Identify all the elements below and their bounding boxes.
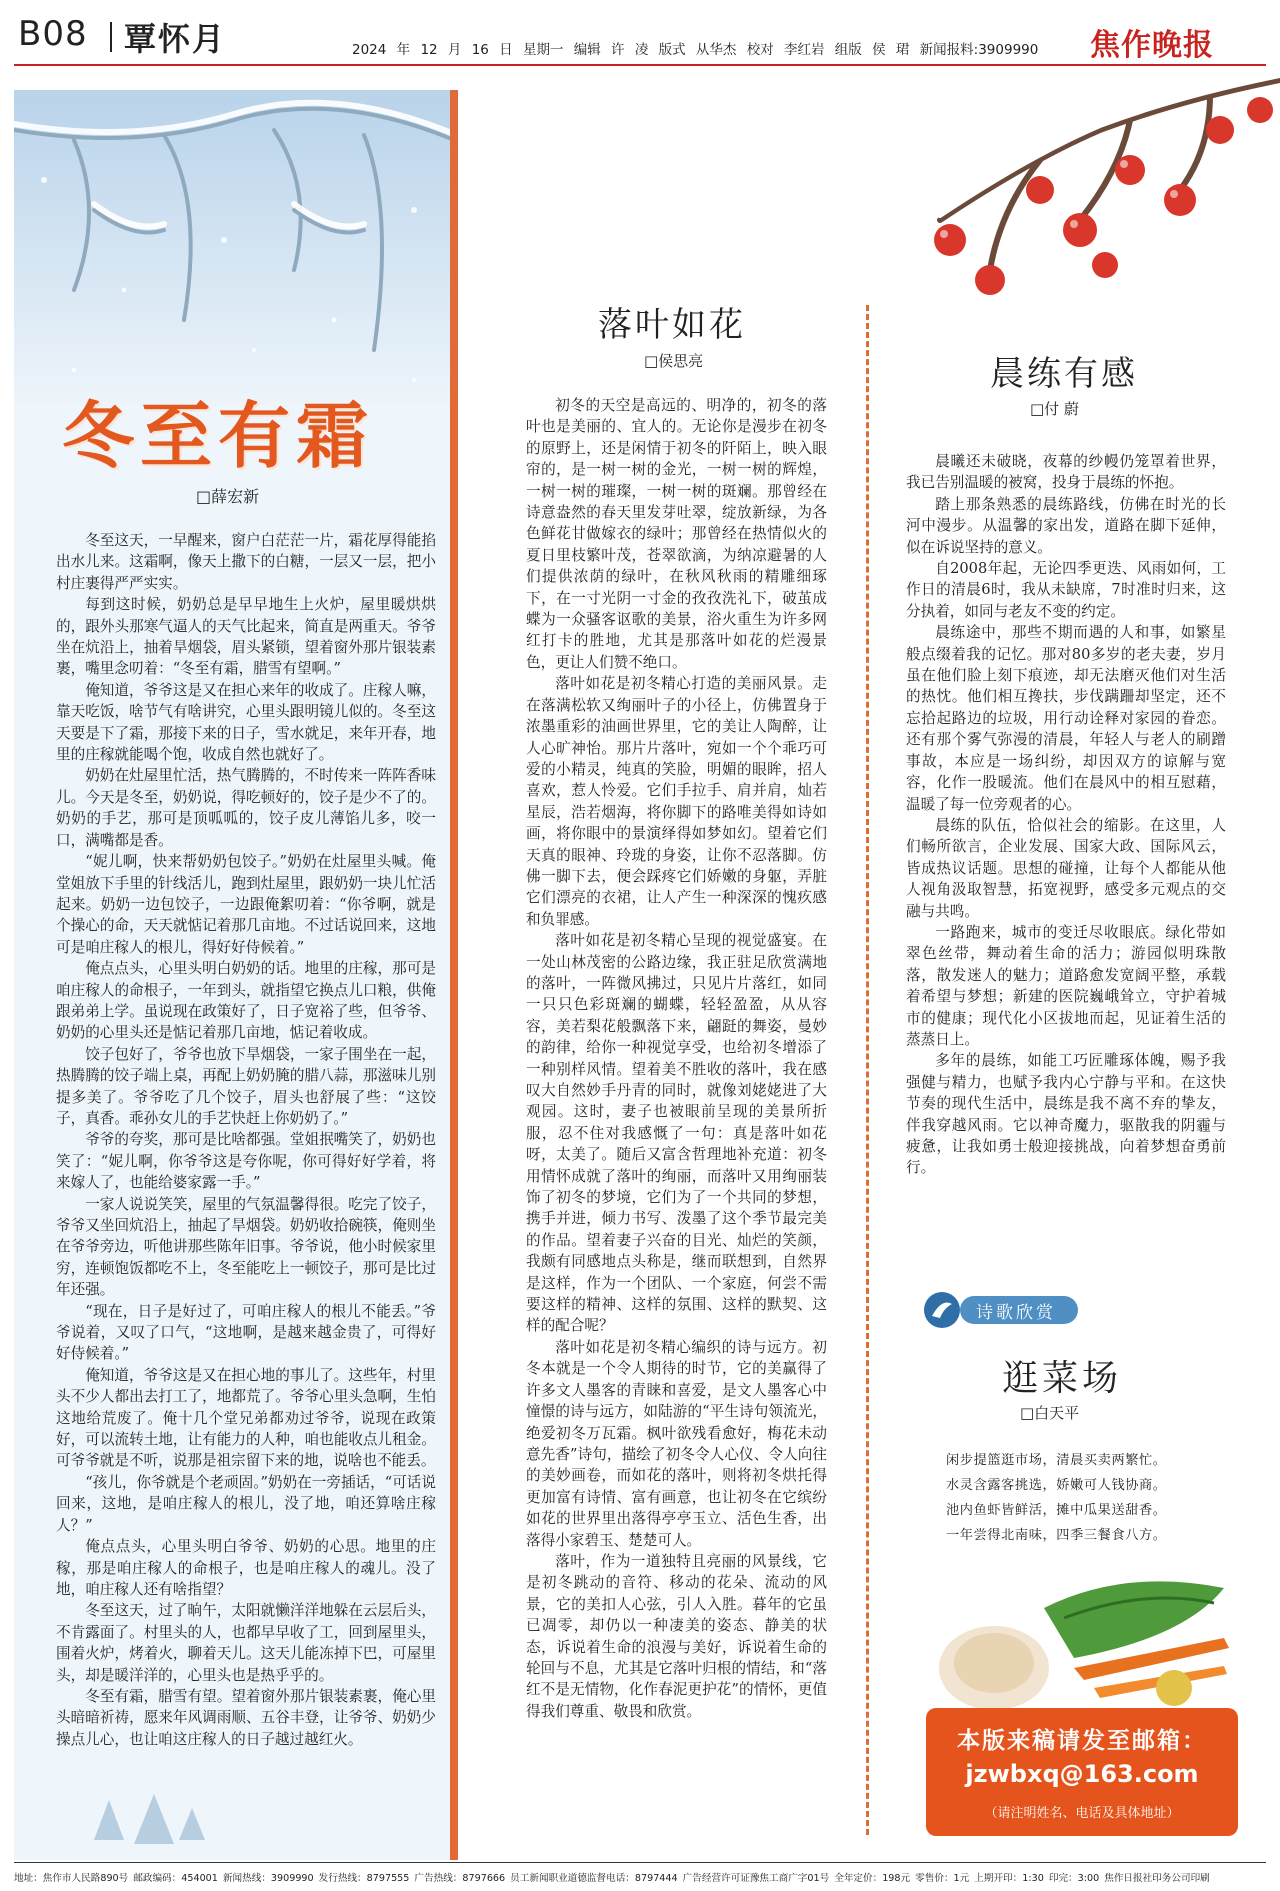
paragraph: 冬至有霜，腊雪有望。望着窗外那片银装素裹，俺心里头暗暗祈祷，愿来年风调雨顺、五谷丰登，让爷爷、奶奶少操点儿心，也让咱这庄稼人的日子越过越红火。 xyxy=(56,1687,436,1748)
paragraph: 踏上那条熟悉的晨练路线，仿佛在时光的长河中漫步。从温馨的家出发，道路在脚下延伸，似在诉说坚持的意义。 xyxy=(906,495,1226,556)
header-rule xyxy=(14,64,1266,66)
page-footer: 地址：焦作市人民路890号 邮政编码：454001 新闻热线：3909990 发行热线：8797555 广告热线：8797666 员工新闻职业道德监督电话：8797444 广告经营许可证豫焦工商广字01号 全年定价：198元 零售价：1元 上期开印：1:30 印完：3:00 焦作日报社印务公司印刷 xyxy=(14,1873,1210,1884)
paragraph: 自2008年起，无论四季更迭、风雨如何，工作日的清晨6时，我从未缺席，7时准时归来，这分执着，如同与老友不变的约定。 xyxy=(906,560,1226,620)
newspaper-logo: 焦作晚报 xyxy=(1090,28,1214,63)
paragraph: 俺知道，爷爷这是又在担心地的事儿了。这些年，村里头不少人都出去打工了，地都荒了。爷爷心里头急啊，生怕这地给荒废了。俺十几个堂兄弟都劝过爷爷，说现在政策好，可以流转土地，让有能力的人种，咱也能收点儿租金。可爷爷就是不听，说那是祖宗留下来的地，说啥也不能丢。 xyxy=(56,1366,436,1470)
paragraph: 一家人说说笑笑，屋里的气氛温馨得很。吃完了饺子，爷爷又坐回炕沿上，抽起了旱烟袋。奶奶收拾碗筷，俺则坐在爷爷旁边，听他讲那些陈年旧事。爷爷说，他小时候家里穷，连顿饱饭都吃不上，冬至能吃上一顿饺子，那可是比过年还强。 xyxy=(56,1195,436,1299)
header-divider xyxy=(110,22,112,52)
footer-rule xyxy=(14,1862,1266,1863)
poem-line: 池内鱼虾皆鲜活，摊中瓜果送甜香。 xyxy=(946,1503,1167,1518)
paragraph: 晨练途中，那些不期而遇的人和事，如繁星般点缀着我的记忆。那对80多岁的老夫妻，岁月虽在他们脸上刻下痕迹，却无法磨灭他们对生活的热忱。他们相互搀扶，步伐蹒跚却坚定，还不忘拾起路边的垃圾，用行动诠释对家园的眷恋。还有那个雾气弥漫的清晨，年轻人与老人的刷蹭事故，本应是一场纠纷，却因双方的谅解与宽容，化作一股暖流。他们在晨风中的相互慰藉，温暖了每一位旁观者的心。 xyxy=(906,624,1226,813)
left-panel-edge xyxy=(450,90,458,1860)
page-header xyxy=(0,0,1280,70)
paragraph: 冬至这天，过了晌午，太阳就懒洋洋地躲在云层后头，不肯露面了。村里头的人，也都早早收了工，回到屋里头，围着火炉，烤着火，聊着天儿。这天儿能冻掉下巴，可屋里头，却是暖洋洋的，心里头也是热乎乎的。 xyxy=(56,1602,436,1684)
article-body xyxy=(906,451,1226,1179)
paragraph: 落叶如花是初冬精心编织的诗与远方。初冬本就是一个令人期待的时节，它的美赢得了许多文人墨客的青睐和喜爱，是文人墨客心中憧憬的诗与远方，如陆游的“平生诗句领流光，绝爱初冬万瓦霜。枫叶欲残看愈好，梅花未动意先香”诗句，描绘了初冬令人心仪、令人向往的美妙画卷，而如花的落叶，则将初冬烘托得更加富有诗情、富有画意，也让初冬在它缤纷如花的世界里出落得亭亭玉立、活色生香，出落得小家碧玉、楚楚可人。 xyxy=(526,1338,827,1549)
poem-body xyxy=(946,1448,1236,1548)
paragraph: 落叶如花是初冬精心打造的美丽风景。走在落满松软又绚丽叶子的小径上，仿佛置身于浓墨重彩的油画世界里，它的美让人陶醉，让人心旷神怡。那片片落叶，宛如一个个乖巧可爱的小精灵，纯真的笑脸，明媚的眼眸，招人喜欢，惹人怜爱。它们手拉手、肩并肩，灿若星辰，浩若烟海，将你脚下的路唯美得如诗如画，将你眼中的景演绎得如梦如幻。望着它们天真的眼神、玲珑的身姿，让你不忍落脚。仿佛一脚下去，便会踩疼它们娇嫩的身躯，弄脏它们漂亮的衣裙，让人产生一种深深的愧疚感和负罪感。 xyxy=(526,675,827,928)
poem-line: 闲步提篮逛市场，清晨买卖两繁忙。 xyxy=(946,1453,1167,1468)
article-author: □侯思亮 xyxy=(644,352,704,370)
article-body xyxy=(56,530,436,1750)
apple-branch-illustration xyxy=(880,70,1280,300)
article-title: 冬至有霜 xyxy=(62,394,375,478)
article-body xyxy=(526,395,827,1722)
poem-author: □白天平 xyxy=(1020,1404,1080,1422)
paragraph: 晨曦还未破晓，夜幕的纱幔仍笼罩着世界，我已告别温暖的被窝，投身于晨练的怀抱。 xyxy=(906,453,1226,492)
submission-note: （请注明姓名、电话及具体地址） xyxy=(984,1806,1180,1821)
paragraph: 俺点点头，心里头明白爷爷、奶奶的心思。地里的庄稼，那是咱庄稼人的命根子，也是咱庄稼人的魂儿。没了地，咱庄稼人还有啥指望？ xyxy=(56,1538,436,1598)
snowy-branches-illustration xyxy=(14,90,454,410)
paragraph: 落叶如花是初冬精心呈现的视觉盛宴。在一处山林茂密的公路边缘，我正驻足欣赏满地的落叶，一阵微风拂过，只见片片落红，如同一只只色彩斑斓的蝴蝶，轻轻盈盈，从从容容，美若梨花般飘落下来，翩跹的舞姿，曼妙的韵律，给你一种视觉享受，也给初冬增添了一种别样风情。望着美不胜收的落叶，我在感叹大自然妙手丹青的同时，就像刘姥姥进了大观园。这时，妻子也被眼前呈现的美景所折服，忍不住对我感慨了一句：真是落叶如花呀，太美了。随后又富含哲理地补充道：初冬用情怀成就了落叶的绚丽，而落叶又用绚丽装饰了初冬的梦境，它们为了一个共同的梦想，携手并进，倾力书写、泼墨了这个季节最完美的作品。望着妻子兴奋的目光、灿烂的笑颜，我颇有同感地点头称是，继而联想到，自然界是这样，作为一个团队、一个家庭，何尝不需要这样的精神、这样的氛围、这样的默契、这样的配合呢？ xyxy=(526,932,827,1335)
poetry-badge-label: 诗歌欣赏 xyxy=(976,1303,1056,1323)
article-title: 晨练有感 xyxy=(990,354,1138,394)
paragraph: 爷爷的夸奖，那可是比啥都强。堂姐抿嘴笑了，奶奶也笑了：“妮儿啊，你爷爷这是夸你呢，你可得好好学着，将来嫁人了，也能给婆家露一手。” xyxy=(56,1131,436,1192)
paragraph: “现在，日子是好过了，可咱庄稼人的根儿不能丢。”爷爷说着，又叹了口气，“这地啊，是越来越金贵了，可得好好侍候着。” xyxy=(56,1302,436,1363)
article-title: 落叶如花 xyxy=(598,305,746,345)
column-divider xyxy=(866,305,869,1835)
paragraph: 俺知道，爷爷这是又在担心来年的收成了。庄稼人嘛，靠天吃饭，啥节气有啥讲究，心里头跟明镜儿似的。冬至这天要是下了霜，那接下来的日子，雪水就足，来年开春，地里的庄稼就能喝个饱，收成自然也就好了。 xyxy=(56,681,436,764)
article-author: □付 蔚 xyxy=(1030,400,1079,418)
paragraph: 晨练的队伍，恰似社会的缩影。在这里，人们畅所欲言，企业发展、国家大政、国际风云，皆成热议话题。思想的碰撞，让每个人都能从他人视角汲取智慧，拓宽视野，感受多元观点的交融与共鸣。 xyxy=(906,816,1226,920)
paragraph: “孩儿，你爷就是个老顽固。”奶奶在一旁插话，“可话说回来，这地，是咱庄稼人的根儿，没了地，咱还算啥庄稼人？” xyxy=(56,1473,436,1534)
submission-heading: 本版来稿请发至邮箱： xyxy=(957,1728,1207,1754)
paragraph: 俺点点头，心里头明白奶奶的话。地里的庄稼，那可是咱庄稼人的命根子，一年到头，就指望它换点儿口粮，供俺跟弟弟上学。虽说现在政策好了，日子宽裕了些，但爷爷、奶奶的心里头还是惦记着那几亩地，惦记着收成。 xyxy=(56,960,436,1042)
paragraph: 多年的晨练，如能工巧匠雕琢体魄，赐予我强健与精力，也赋予我内心宁静与平和。在这快节奏的现代生活中，晨练是我不离不弃的挚友，伴我穿越风雨。它以神奇魔力，驱散我的阴霾与疲惫，让我如勇士般迎接挑战，向着梦想奋勇前行。 xyxy=(906,1052,1226,1177)
submission-notice xyxy=(926,1708,1238,1836)
page-code: B08 xyxy=(18,14,88,54)
paragraph: 一路跑来，城市的变迁尽收眼底。绿化带如翠色丝带，舞动着生命的活力；游园似明珠散落，散发迷人的魅力；道路愈发宽阔平整，承载着希望与梦想；新建的医院巍峨耸立，守护着城市的健康；现代化小区拔地而起，见证着生活的蒸蒸日上。 xyxy=(906,923,1226,1048)
issue-meta: 2024 年 12 月 16 日 星期一 编辑 许 凌 版式 从华杰 校对 李红岩 组版 侯 珺 新闻报料:3909990 xyxy=(352,42,1039,58)
paragraph: 落叶，作为一道独特且亮丽的风景线，它是初冬跳动的音符、移动的花朵、流动的风景，它的美扣人心弦，引人入胜。暮年的它虽已凋零，却仍以一种凄美的姿态、静美的状态，诉说着生命的浪漫与美好，诉说着生命的轮回与不息，尤其是它落叶归根的情结，和“落红不是无情物，化作春泥更护花”的情怀，更值得我们尊重、敬畏和欣赏。 xyxy=(526,1552,827,1720)
poem-title: 逛菜场 xyxy=(1002,1358,1123,1399)
submission-email[interactable]: jzwbxq@163.com xyxy=(965,1760,1199,1788)
snowy-trees-decoration xyxy=(74,1780,214,1850)
article-author: □薛宏新 xyxy=(196,487,260,506)
poem-line: 水灵含露客挑选，娇嫩可人钱协商。 xyxy=(946,1478,1167,1493)
paragraph: 冬至这天，一早醒来，窗户白茫茫一片，霜花厚得能掐出水儿来。这霜啊，像天上撒下的白糖，一层又一层，把小村庄裹得严严实实。 xyxy=(56,532,436,592)
poem-line: 一年尝得北南味，四季三餐食八方。 xyxy=(946,1528,1167,1543)
section-name: 覃怀月 xyxy=(124,20,227,58)
paragraph: “妮儿啊，快来帮奶奶包饺子。”奶奶在灶屋里头喊。俺堂姐放下手里的针线活儿，跑到灶屋里，跟奶奶一块儿忙活起来。奶奶一边包饺子，一边跟俺絮叨着：“你爷啊，就是个操心的命，天天就惦记着那几亩地。不过话说回来，这地可是咱庄稼人的根儿，得好好侍候着。” xyxy=(56,853,436,956)
paragraph: 初冬的天空是高远的、明净的，初冬的落叶也是美丽的、宜人的。无论你是漫步在初冬的原野上，还是闲情于初冬的阡陌上，映入眼帘的，是一树一树的金光，一树一树的辉煌，一树一树的璀璨，一树一树的斑斓。那曾经在诗意盎然的春天里发芽吐翠，绽放新绿，为各色鲜花甘做嫁衣的绿叶；那曾经在热情似火的夏日里枝繁叶茂，苍翠欲滴，为纳凉避暑的人们提供浓荫的绿叶，在秋风秋雨的精雕细琢下，在一寸光阴一寸金的孜孜洗礼下，破茧成蝶为一众骚客讴歌的美景，浴火重生为许多网红打卡的胜地，尤其是那落叶如花的烂漫景色，更让人们赞不绝口。 xyxy=(526,397,827,671)
paragraph: 饺子包好了，爷爷也放下旱烟袋，一家子围坐在一起，热腾腾的饺子端上桌，再配上奶奶腌的腊八蒜，那滋味儿别提多美了。爷爷吃了几个饺子，眉头也舒展了些：“这饺子，真香。乖孙女儿的手艺快赶上你奶奶了。” xyxy=(56,1045,436,1127)
paragraph: 奶奶在灶屋里忙活，热气腾腾的，不时传来一阵阵香味儿。今天是冬至，奶奶说，得吃顿好的，饺子是少不了的。奶奶的手艺，那可是顶呱呱的，饺子皮儿薄馅儿多，咬一口，满嘴都是香。 xyxy=(56,767,436,849)
paragraph: 每到这时候，奶奶总是早早地生上火炉，屋里暖烘烘的，跟外头那寒气逼人的天气比起来，简直是两重天。爷爷坐在炕沿上，抽着旱烟袋，眉头紧锁，望着窗外那片银装素裹，嘴里念叨着：“冬至有霜，腊雪有望啊。” xyxy=(56,596,436,678)
vegetables-illustration xyxy=(924,1548,1244,1718)
